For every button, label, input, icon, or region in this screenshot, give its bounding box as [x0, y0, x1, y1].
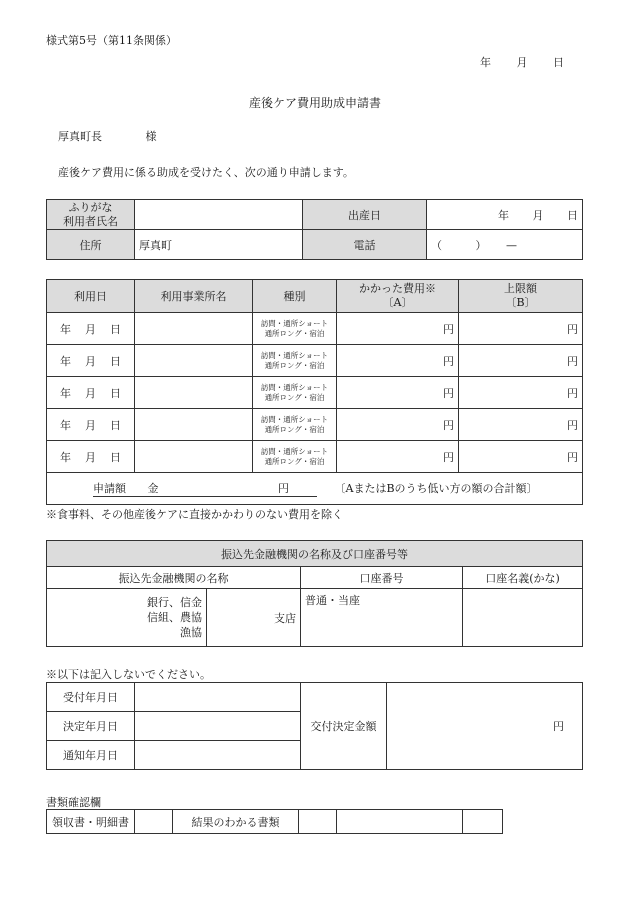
bank-col-holder: 口座名義(かな)	[463, 567, 583, 589]
total-label: 申請額	[93, 482, 126, 495]
name-label-cell	[47, 200, 135, 230]
usage-cost-yen: 円	[443, 354, 454, 368]
total-yen: 円	[278, 482, 289, 495]
usage-type-line-1: 訪問・通所ショート	[260, 446, 329, 456]
date-month: 月	[516, 56, 528, 69]
usage-year: 年	[60, 450, 71, 464]
usage-limit-cell[interactable]	[459, 409, 583, 441]
usage-cost-cell[interactable]	[337, 409, 459, 441]
branch-label: 支店	[274, 611, 296, 625]
usage-cost-yen: 円	[443, 386, 454, 400]
receipt-label: 領収書・明細書	[47, 810, 135, 834]
usage-date-cell[interactable]	[47, 409, 135, 441]
name-input-cell[interactable]	[135, 200, 303, 230]
usage-type-line-2: 通所ロング・宿泊	[264, 392, 325, 402]
page-title: 産後ケア費用助成申請書	[248, 96, 381, 110]
usage-facility-cell[interactable]	[135, 377, 253, 409]
usage-year: 年	[60, 322, 71, 336]
usage-facility-cell[interactable]	[135, 441, 253, 473]
usage-limit-yen: 円	[567, 322, 578, 336]
usage-limit-cell[interactable]	[459, 441, 583, 473]
col-cost	[337, 280, 459, 313]
usage-cost-cell[interactable]	[337, 377, 459, 409]
account-cell[interactable]	[301, 589, 463, 647]
address-label: 住所	[47, 230, 135, 260]
usage-date-cell[interactable]	[47, 441, 135, 473]
usage-cost-cell[interactable]	[337, 313, 459, 345]
usage-type-line-1: 訪問・通所ショート	[260, 318, 329, 328]
addressee-name: 厚真町長	[58, 130, 102, 143]
footnote: ※食事料、その他産後ケアに直接かかわりのない費用を除く	[46, 508, 343, 521]
usage-day: 日	[110, 386, 121, 400]
amount-yen: 円	[553, 720, 564, 733]
results-check[interactable]	[299, 810, 337, 834]
usage-cost-yen: 円	[443, 450, 454, 464]
usage-type-cell[interactable]	[253, 441, 337, 473]
usage-day: 日	[110, 354, 121, 368]
usage-type-cell[interactable]	[253, 345, 337, 377]
usage-facility-cell[interactable]	[135, 345, 253, 377]
col-cost-label: かかった費用※	[359, 282, 436, 295]
address-value[interactable]: 厚真町	[135, 230, 303, 260]
decided-date-cell	[135, 712, 301, 741]
birth-label: 出産日	[303, 200, 427, 230]
usage-limit-cell[interactable]	[459, 345, 583, 377]
decided-date-label: 決定年月日	[47, 712, 135, 741]
addressee	[58, 128, 157, 144]
phone-cell[interactable]	[427, 230, 583, 260]
holder-cell[interactable]	[463, 589, 583, 647]
name-label-furigana: ふりがな	[68, 200, 113, 214]
usage-year: 年	[60, 354, 71, 368]
usage-type-cell[interactable]	[253, 409, 337, 441]
col-limit	[459, 280, 583, 313]
birth-month: 月	[532, 208, 544, 222]
phone-dash: —	[506, 238, 517, 252]
usage-day: 日	[110, 322, 121, 336]
amount-label: 交付決定金額	[301, 683, 387, 770]
usage-facility-cell[interactable]	[135, 409, 253, 441]
usage-month: 月	[85, 354, 96, 368]
usage-type-cell[interactable]	[253, 377, 337, 409]
usage-limit-yen: 円	[567, 418, 578, 432]
usage-year: 年	[60, 418, 71, 432]
usage-month: 月	[85, 386, 96, 400]
usage-limit-yen: 円	[567, 354, 578, 368]
docs-heading: 書類確認欄	[46, 796, 101, 809]
docs-table	[46, 809, 503, 834]
usage-type-cell[interactable]	[253, 313, 337, 345]
total-amount-field[interactable]	[93, 480, 317, 497]
usage-date-cell[interactable]	[47, 377, 135, 409]
usage-type-line-1: 訪問・通所ショート	[260, 382, 329, 392]
phone-open: （	[431, 238, 442, 252]
usage-limit-yen: 円	[567, 386, 578, 400]
usage-month: 月	[85, 418, 96, 432]
birth-year: 年	[498, 208, 509, 222]
col-facility-name: 利用事業所名	[135, 280, 253, 313]
usage-year: 年	[60, 386, 71, 400]
date-line	[480, 54, 564, 70]
form-number: 様式第5号（第11条関係）	[46, 34, 177, 47]
extra-doc-check[interactable]	[463, 810, 503, 834]
bank-col-account: 口座番号	[301, 567, 463, 589]
usage-day: 日	[110, 418, 121, 432]
office-table	[46, 682, 583, 770]
total-row	[47, 473, 583, 505]
total-prefix: 金	[147, 482, 159, 495]
usage-type-line-1: 訪問・通所ショート	[260, 414, 329, 424]
usage-limit-cell[interactable]	[459, 377, 583, 409]
col-cost-code: 〔A〕	[382, 296, 413, 309]
usage-row	[47, 377, 583, 409]
usage-date-cell[interactable]	[47, 345, 135, 377]
addressee-honorific: 様	[145, 130, 157, 143]
birth-date-cell[interactable]	[427, 200, 583, 230]
usage-type-line-2: 通所ロング・宿泊	[264, 424, 325, 434]
usage-day: 日	[110, 450, 121, 464]
bank-section-title: 振込先金融機関の名称及び口座番号等	[47, 541, 583, 567]
col-type: 種別	[253, 280, 337, 313]
received-date-label: 受付年月日	[47, 683, 135, 712]
office-note: ※以下は記入しないでください。	[46, 668, 211, 681]
col-limit-code: 〔B〕	[505, 296, 536, 309]
col-usage-date: 利用日	[47, 280, 135, 313]
usage-cost-cell[interactable]	[337, 345, 459, 377]
usage-row	[47, 313, 583, 345]
total-note: 〔AまたはBのうち低い方の額の合計額〕	[334, 482, 538, 495]
usage-type-line-2: 通所ロング・宿泊	[264, 328, 325, 338]
extra-doc-cell[interactable]	[337, 810, 463, 834]
institution-line-1: 銀行、信金	[147, 596, 202, 609]
phone-close: ）	[475, 238, 487, 252]
results-label: 結果のわかる書類	[173, 810, 299, 834]
institution-cell[interactable]	[47, 589, 207, 647]
usage-limit-yen: 円	[567, 450, 578, 464]
usage-month: 月	[85, 450, 96, 464]
applicant-table	[46, 199, 583, 260]
received-date-cell	[135, 683, 301, 712]
phone-label: 電話	[303, 230, 427, 260]
name-label: 利用者氏名	[63, 214, 118, 228]
col-limit-label: 上限額	[504, 282, 537, 295]
usage-row	[47, 409, 583, 441]
usage-type-line-2: 通所ロング・宿泊	[264, 360, 325, 370]
usage-date-cell[interactable]	[47, 313, 135, 345]
usage-type-line-2: 通所ロング・宿泊	[264, 456, 325, 466]
bank-col-name: 振込先金融機関の名称	[47, 567, 301, 589]
usage-cost-yen: 円	[443, 418, 454, 432]
institution-line-2: 信組、農協	[147, 611, 202, 624]
amount-cell	[387, 683, 583, 770]
date-year: 年	[480, 56, 491, 69]
notified-date-label: 通知年月日	[47, 741, 135, 770]
usage-limit-cell[interactable]	[459, 313, 583, 345]
intro-text: 産後ケア費用に係る助成を受けたく、次の通り申請します。	[58, 166, 354, 179]
institution-line-3: 漁協	[180, 626, 202, 639]
branch-cell[interactable]	[207, 589, 301, 647]
date-day: 日	[553, 56, 564, 69]
usage-cost-yen: 円	[443, 322, 454, 336]
notified-date-cell	[135, 741, 301, 770]
receipt-check[interactable]	[135, 810, 173, 834]
usage-type-line-1: 訪問・通所ショート	[260, 350, 329, 360]
usage-facility-cell[interactable]	[135, 313, 253, 345]
birth-day: 日	[567, 208, 578, 222]
usage-row	[47, 441, 583, 473]
account-type: 普通・当座	[305, 594, 360, 607]
usage-table	[46, 279, 583, 505]
usage-row	[47, 345, 583, 377]
bank-table	[46, 540, 583, 647]
usage-cost-cell[interactable]	[337, 441, 459, 473]
usage-month: 月	[85, 322, 96, 336]
